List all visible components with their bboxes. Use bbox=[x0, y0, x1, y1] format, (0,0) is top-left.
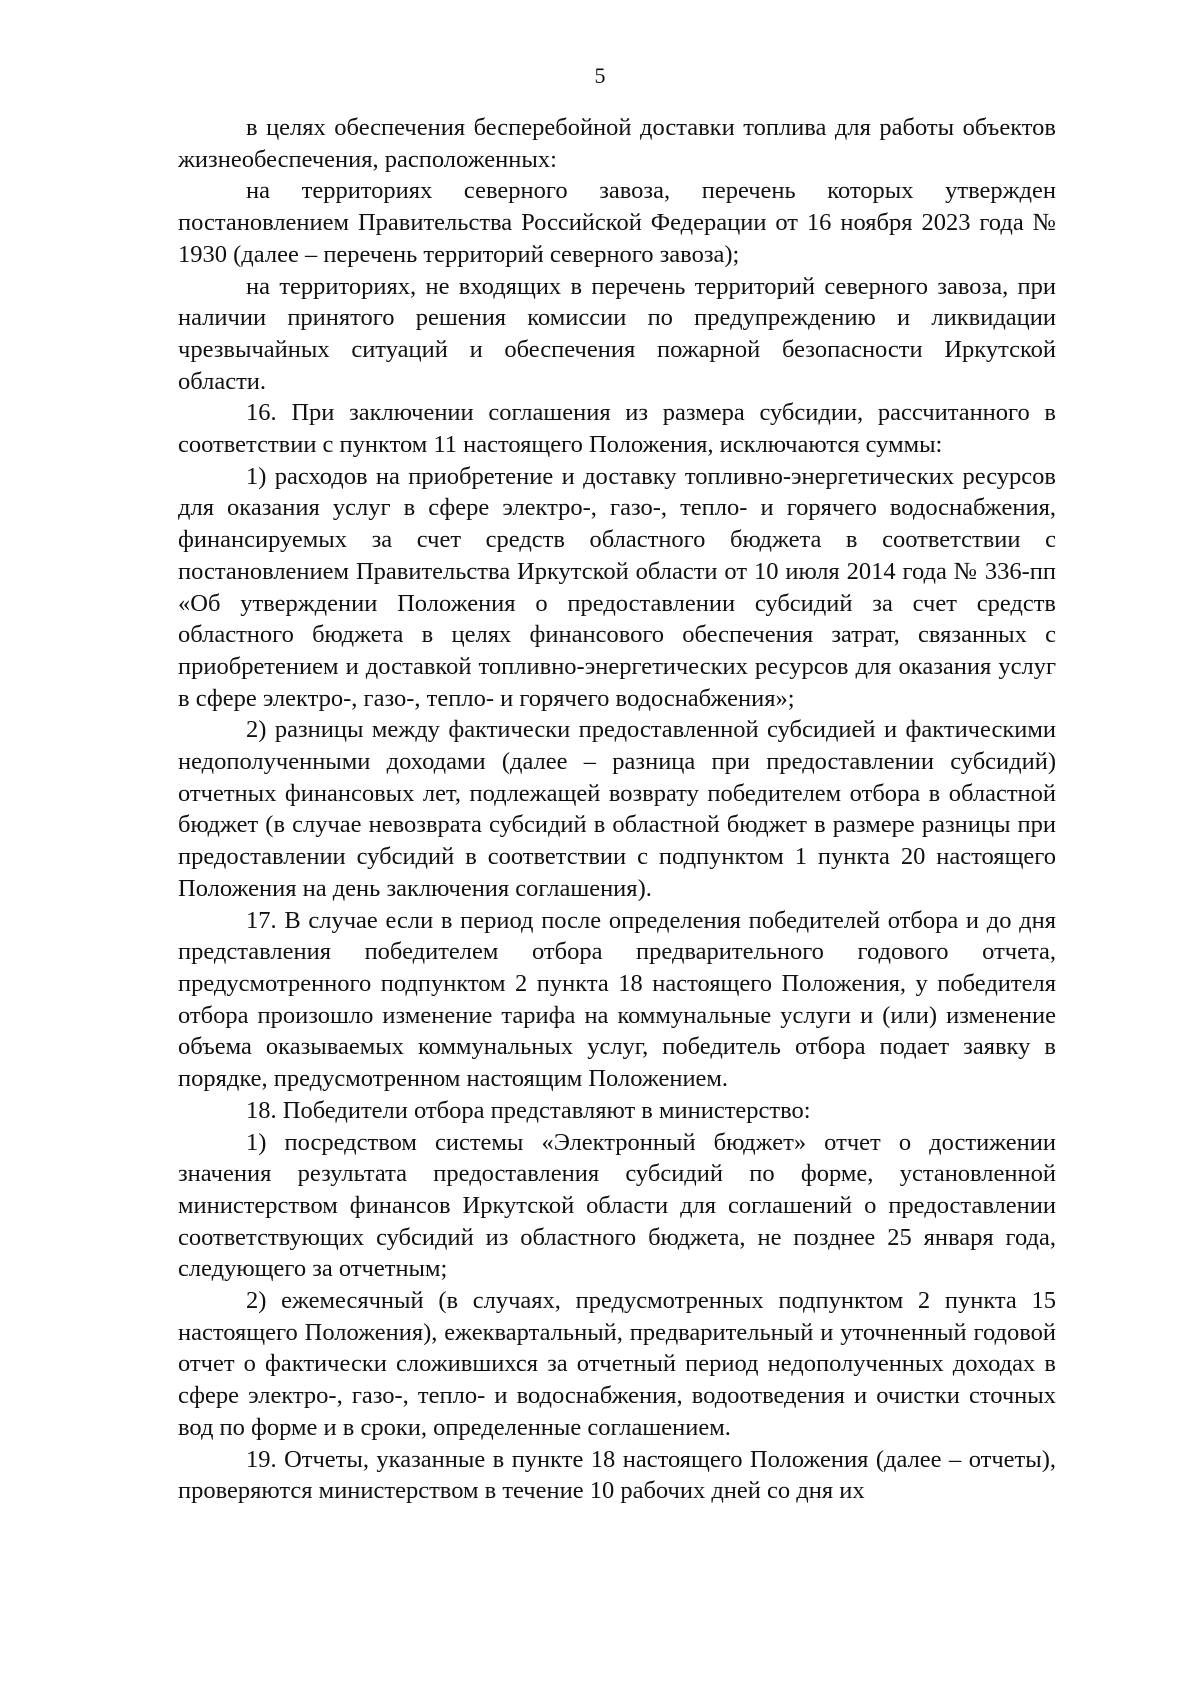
paragraph-item-19: 19. Отчеты, указанные в пункте 18 настоящего Положения (далее – отчеты), проверяются министерством в течение 10 рабочих дней со дня их bbox=[178, 1445, 1056, 1505]
document-body bbox=[178, 112, 1056, 1507]
paragraph-item-16-2: 2) разницы между фактически предоставленной субсидией и фактическими недополученными доходами (далее – разница при предоставлении субсидий) отчетных финансовых лет, подлежащей возврату победителем отбора в областной бюджет (в случае невозврата субсидий в областной бюджет в размере разницы при предоставлении субсидий в соответствии с подпунктом 1 пункта 20 настоящего Положения на день заключения соглашения). bbox=[178, 716, 1056, 902]
paragraph-northern-territories: на территориях северного завоза, перечень которых утвержден постановлением Правительства Российской Федерации от 16 ноября 2023 года № 1930 (далее – перечень территорий северного завоза); bbox=[178, 177, 1056, 268]
page-number: 5 bbox=[594, 63, 606, 88]
paragraph-item-18: 18. Победители отбора представляют в министерство: bbox=[246, 1096, 811, 1124]
paragraph-item-17: 17. В случае если в период после определения победителей отбора и до дня представления победителем отбора предварительного годового отчета, предусмотренного подпунктом 2 пункта 18 настоящего Положения, у победителя отбора произошло изменение тарифа на коммунальные услуги и (или) изменение объема оказываемых коммунальных услуг, победитель отбора подает заявку в порядке, предусмотренном настоящим Положением. bbox=[178, 906, 1056, 1093]
paragraph-item-16-1: 1) расходов на приобретение и доставку топливно-энергетических ресурсов для оказания услуг в сфере электро-, газо-, тепло- и горячего водоснабжения, финансируемых за счет средств областного бюджета в соответствии с постановлением Правительства Иркутской области от 10 июля 2014 года № 336-пп «Об утверждении Положения о предоставлении субсидий за счет средств областного бюджета в целях финансового обеспечения затрат, связанных с приобретением и доставкой топливно-энергетических ресурсов для оказания услуг в сфере электро-, газо-, тепло- и горячего водоснабжения»; bbox=[178, 462, 1056, 712]
paragraph-item-18-2: 2) ежемесячный (в случаях, предусмотренных подпунктом 2 пункта 15 настоящего Положения), ежеквартальный, предварительный и уточненный годовой отчет о фактически сложившихся за отчетный период недополученных доходах в сфере электро-, газо-, тепло- и водоснабжения, водоотведения и очистки сточных вод по форме и в сроки, определенные соглашением. bbox=[178, 1287, 1056, 1441]
paragraph-item-16: 16. При заключении соглашения из размера субсидии, рассчитанного в соответствии с пунктом 11 настоящего Положения, исключаются суммы: bbox=[178, 399, 1056, 459]
paragraph-purpose: в целях обеспечения бесперебойной доставки топлива для работы объектов жизнеобеспечения, расположенных: bbox=[178, 114, 1056, 173]
paragraph-other-territories: на территориях, не входящих в перечень территорий северного завоза, при наличии принятого решения комиссии по предупреждению и ликвидации чрезвычайных ситуаций и обеспечения пожарной безопасности Иркутской области. bbox=[178, 272, 1056, 395]
paragraph-item-18-1: 1) посредством системы «Электронный бюджет» отчет о достижении значения результата предоставления субсидий по форме, установленной министерством финансов Иркутской области для соглашений о предоставлении соответствующих субсидий из областного бюджета, не позднее 25 января года, следующего за отчетным; bbox=[178, 1128, 1056, 1283]
